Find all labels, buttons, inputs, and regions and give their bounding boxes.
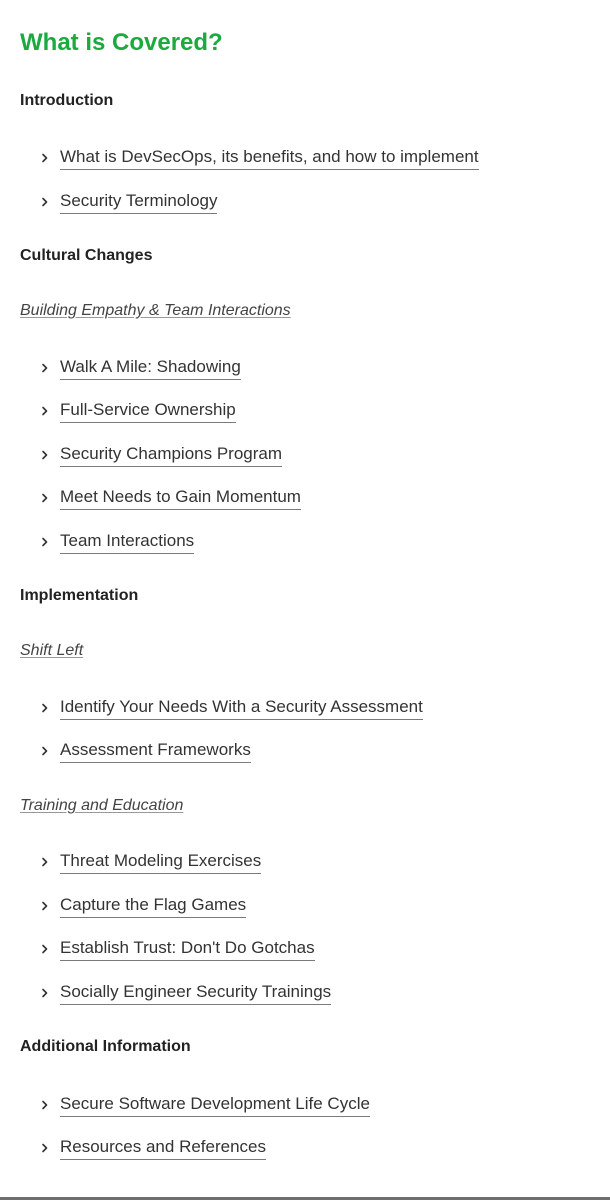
section-heading-implementation: Implementation	[20, 587, 139, 604]
chevron-right-icon	[40, 988, 60, 998]
list-item[interactable]	[40, 981, 331, 1005]
chevron-right-icon	[40, 901, 60, 911]
chevron-right-icon	[40, 537, 60, 547]
subsection-link-shift-left[interactable]: Shift Left	[20, 642, 84, 659]
subsection-link-training-and-education[interactable]: Training and Education	[20, 797, 184, 814]
list-item[interactable]	[40, 443, 282, 467]
section-heading-cultural-changes: Cultural Changes	[20, 247, 153, 264]
list-item[interactable]	[40, 530, 194, 554]
chevron-right-icon	[40, 857, 60, 867]
link-identify-your-needs[interactable]: Identify Your Needs With a Security Assessment	[60, 696, 423, 720]
link-meet-needs[interactable]: Meet Needs to Gain Momentum	[60, 486, 301, 510]
link-security-terminology[interactable]: Security Terminology	[60, 190, 217, 214]
subsection-link-building-empathy[interactable]: Building Empathy & Team Interactions	[20, 302, 291, 319]
section-heading-additional-information: Additional Information	[20, 1038, 191, 1055]
link-assessment-frameworks[interactable]: Assessment Frameworks	[60, 739, 251, 763]
chevron-right-icon	[40, 703, 60, 713]
link-resources-and-references[interactable]: Resources and References	[60, 1136, 266, 1160]
list-item[interactable]	[40, 1093, 370, 1117]
list-item[interactable]	[40, 696, 423, 720]
link-walk-a-mile[interactable]: Walk A Mile: Shadowing	[60, 356, 241, 380]
link-full-service-ownership[interactable]: Full-Service Ownership	[60, 399, 236, 423]
chevron-right-icon	[40, 406, 60, 416]
chevron-right-icon	[40, 746, 60, 756]
link-secure-sdlc[interactable]: Secure Software Development Life Cycle	[60, 1093, 370, 1117]
list-item[interactable]	[40, 739, 251, 763]
list-item[interactable]	[40, 399, 236, 423]
link-establish-trust[interactable]: Establish Trust: Don't Do Gotchas	[60, 937, 315, 961]
list-item[interactable]	[40, 1136, 266, 1160]
chevron-right-icon	[40, 450, 60, 460]
chevron-right-icon	[40, 944, 60, 954]
section-heading-introduction: Introduction	[20, 92, 114, 109]
link-capture-the-flag-games[interactable]: Capture the Flag Games	[60, 894, 246, 918]
chevron-right-icon	[40, 363, 60, 373]
list-item[interactable]	[40, 146, 479, 170]
chevron-right-icon	[40, 153, 60, 163]
link-what-is-devsecops[interactable]: What is DevSecOps, its benefits, and how to implement	[60, 146, 479, 170]
chevron-right-icon	[40, 493, 60, 503]
page-title: What is Covered?	[20, 29, 223, 56]
list-item[interactable]	[40, 850, 261, 874]
list-item[interactable]	[40, 486, 301, 510]
list-item[interactable]	[40, 937, 315, 961]
chevron-right-icon	[40, 197, 60, 207]
list-item[interactable]	[40, 356, 241, 380]
list-item[interactable]	[40, 894, 246, 918]
link-team-interactions[interactable]: Team Interactions	[60, 530, 194, 554]
link-socially-engineer-trainings[interactable]: Socially Engineer Security Trainings	[60, 981, 331, 1005]
list-item[interactable]	[40, 190, 217, 214]
link-security-champions-program[interactable]: Security Champions Program	[60, 443, 282, 467]
chevron-right-icon	[40, 1143, 60, 1153]
link-threat-modeling-exercises[interactable]: Threat Modeling Exercises	[60, 850, 261, 874]
chevron-right-icon	[40, 1100, 60, 1110]
